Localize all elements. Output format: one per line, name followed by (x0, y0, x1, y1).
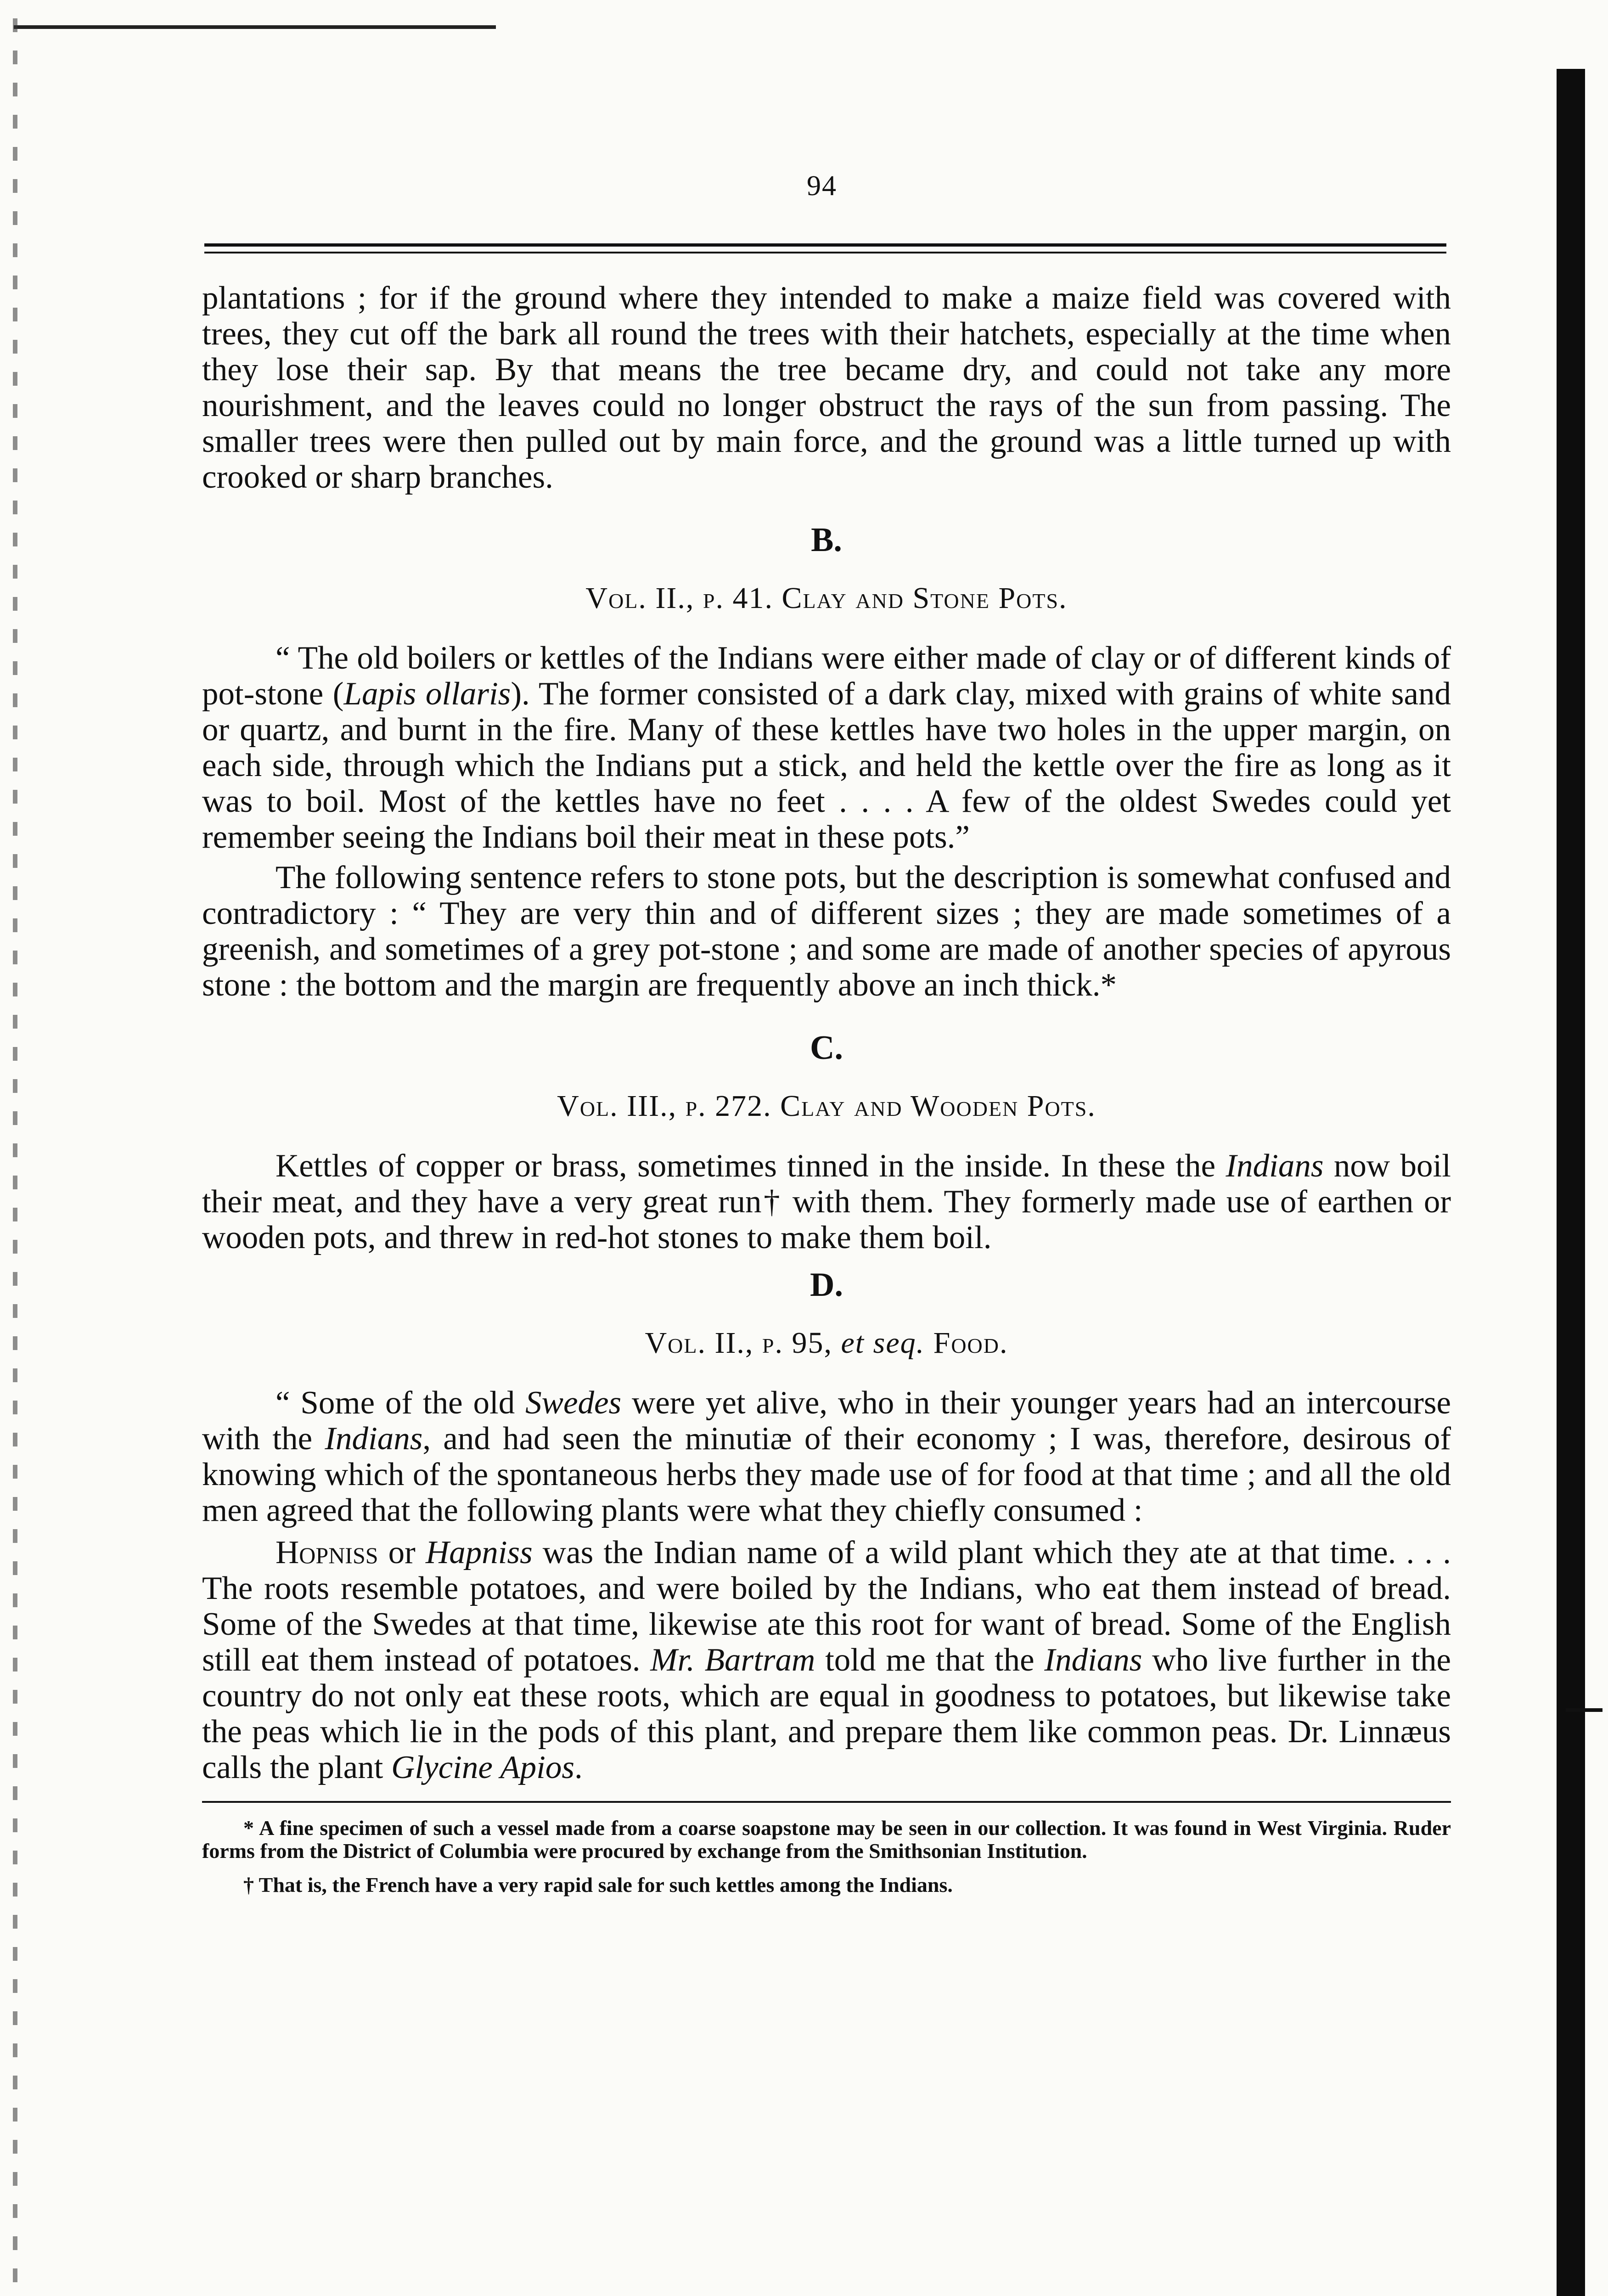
footnotes (202, 1817, 1451, 1896)
scan-edge-left (13, 18, 17, 2296)
section-letter-b: B. (811, 521, 842, 559)
footnote-2: † That is, the French have a very rapid sale for such kettles among the Indians. (243, 1873, 953, 1896)
header-rule (204, 243, 1446, 247)
scan-edge-top (14, 25, 496, 29)
section-heading-b: Vol. II., p. 41. Clay and Stone Pots. (585, 581, 1068, 615)
section-letter-c: C. (810, 1029, 843, 1067)
paragraph-continued: plantations ; for if the ground where they intended to make a maize field was covered with trees, they cut off the bark all round the trees with their hatchets, especially at the time when they lose their sap. By that means the tree became dry, and could not take any more nourishment, and the leaves could no longer obstruct the rays of the sun from passing. The smaller trees were then pulled out by main force, and the ground was a little turned up with crooked or sharp branches. (202, 280, 1451, 495)
scan-edge-mark (1566, 1708, 1602, 1712)
section-b-paragraph-1: “ The old boilers or kettles of the Indians were either made of clay or of different kinds of pot-stone (Lapis ollaris). The former consisted of a dark clay, mixed with grains of white sand or quartz, and burnt in the fire. Many of these kettles have two holes in the upper margin, on each side, through which the Indians put a stick, and held the kettle over the fire as long as it was to boil. Most of the kettles have no feet . . . . A few of the oldest Swedes could yet remember seeing the Indians boil their meat in these pots.” (202, 640, 1451, 855)
page-body (202, 280, 1451, 1896)
section-heading-d: Vol. II., p. 95, et seq. Food. (645, 1326, 1008, 1360)
section-d-paragraph-1: “ Some of the old Swedes were yet alive, who in their younger years had an intercourse with the Indians, and had seen the minutiæ of their economy ; I was, therefore, desirous of knowing which of the spontaneous herbs they made use of for food at that time ; and all the old men agreed that the following plants were what they chiefly consumed : (202, 1385, 1451, 1528)
page-number: 94 (807, 170, 837, 202)
footnote-rule (202, 1801, 1451, 1803)
footnote-1: * A fine specimen of such a vessel made from a coarse soapstone may be seen in our collection. It was found in West Virginia. Ruder forms from the District of Columbia were procured by exchange from the Smithsonian Institution. (202, 1816, 1451, 1863)
section-c-paragraph-1: Kettles of copper or brass, sometimes tinned in the inside. In these the Indians now boil their meat, and they have a very great run† with them. They formerly made use of earthen or wooden pots, and threw in red-hot stones to make them boil. (202, 1148, 1451, 1255)
section-d-paragraph-2: Hopniss or Hapniss was the Indian name of a wild plant which they ate at that time. . . . The roots resemble potatoes, and were boiled by the Indians, who eat them instead of bread. Some of the Swedes at that time, likewise ate this root for want of bread. Some of the English still eat them instead of potatoes. Mr. Bartram told me that the Indians who live further in the country do not only eat these roots, which are equal in goodness to potatoes, but likewise take the peas which lie in the pods of this plant, and prepare them like common peas. Dr. Linnæus calls the plant Glycine Apios. (202, 1535, 1451, 1785)
header-rule-thin (204, 252, 1446, 253)
section-letter-d: D. (810, 1266, 843, 1304)
scan-edge-right (1557, 69, 1585, 2296)
section-b-paragraph-2: The following sentence refers to stone pots, but the description is somewhat confused and contradictory : “ They are very thin and of different sizes ; they are made sometimes of a greenish, and sometimes of a grey pot-stone ; and some are made of another species of apyrous stone : the bottom and the margin are frequently above an inch thick.* (202, 860, 1451, 1003)
section-heading-c: Vol. III., p. 272. Clay and Wooden Pots. (557, 1089, 1096, 1123)
